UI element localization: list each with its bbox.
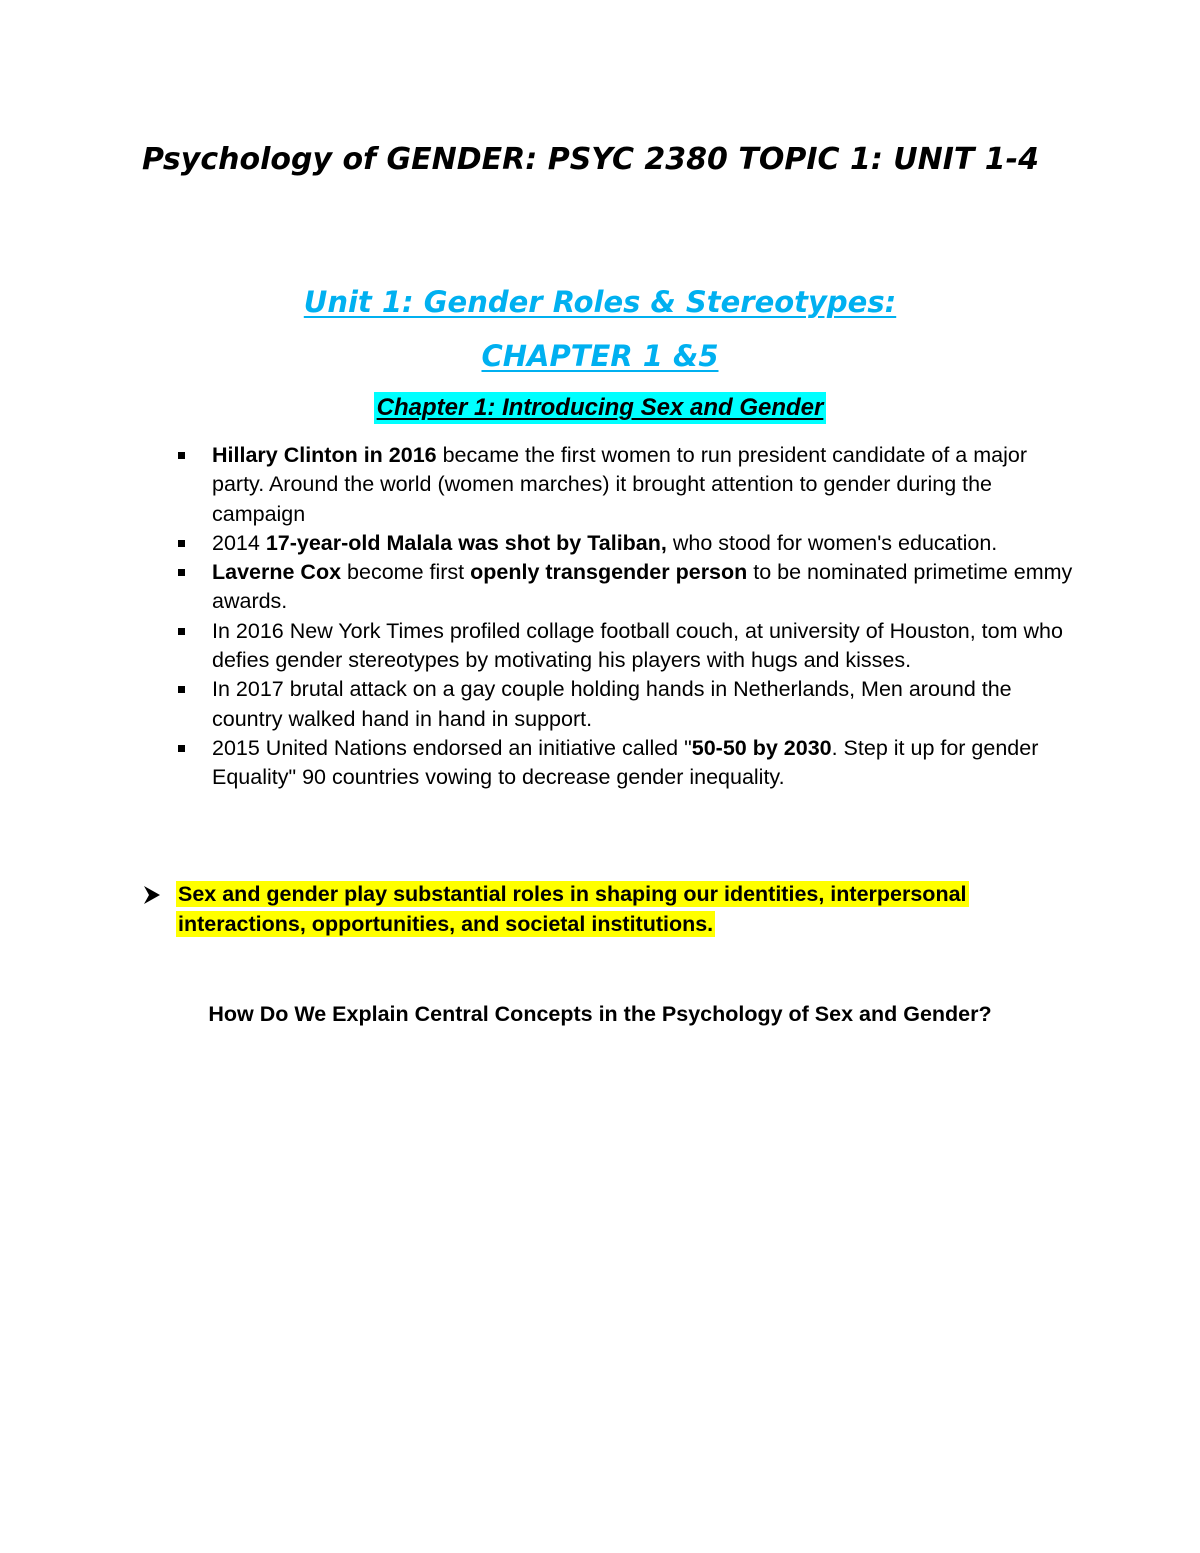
square-bullet-icon [178,628,185,635]
bullet-bold-text: 17-year-old Malala was shot by Taliban, [265,530,667,555]
arrowhead-bullet-icon [142,884,162,906]
key-point-callout [142,879,1062,939]
square-bullet-icon [178,686,185,693]
bullet-text: became the first women to run president candidate of a major party. Around the world (women marches) it brought attention to gender during the campaign [212,443,1027,526]
chapter-heading-container [0,392,1200,424]
bullet-text: In 2017 brutal attack on a gay couple holding hands in Netherlands, Men around the country walked hand in hand in support. [212,677,1012,731]
bullet-bold-text: Laverne Cox [212,560,342,585]
news-bullet-list [173,441,1073,793]
list-item [173,529,1073,558]
key-point-text: Sex and gender play substantial roles in shaping our identities, interpersonal interactions, opportunities, and societal institutions. [178,882,967,936]
chapter-range-heading: CHAPTER 1 &5 [481,339,719,373]
square-bullet-icon [178,452,185,459]
bullet-bold-text-2: openly transgender person [470,560,748,585]
chapter-heading: Chapter 1: Introducing Sex and Gender [374,392,827,424]
section-question-heading: How Do We Explain Central Concepts in the Psychology of Sex and Gender? [208,1002,992,1026]
list-item [173,675,1073,734]
square-bullet-icon [178,569,185,576]
bullet-text: In 2016 New York Times profiled collage football couch, at university of Houston, tom who defies gender stereotypes by motivating his players with hugs and kisses. [212,618,1063,673]
bullet-bold-text: 50-50 by 2030 [691,735,832,760]
bullet-middle-text: become first [341,560,471,585]
bullet-text: to be nominated primetime emmy awards. [212,560,1073,614]
bullet-text: who stood for women's education. [666,530,998,555]
list-item [173,441,1073,529]
square-bullet-icon [178,745,185,752]
bullet-lead-text: 2014 [212,530,266,555]
square-bullet-icon [178,540,185,547]
list-item [173,617,1073,676]
bullet-lead-text: 2015 United Nations endorsed an initiative called " [212,735,692,760]
list-item [173,734,1073,793]
bullet-text: . Step it up for gender Equality" 90 countries vowing to decrease gender inequality. [212,735,1039,790]
list-item [173,558,1073,617]
document-title: Psychology of GENDER: PSYC 2380 TOPIC 1: UNIT 1-4 [142,142,1039,177]
unit-title: Unit 1: Gender Roles & Stereotypes: [303,285,897,319]
bullet-bold-text: Hillary Clinton in 2016 [212,443,437,467]
